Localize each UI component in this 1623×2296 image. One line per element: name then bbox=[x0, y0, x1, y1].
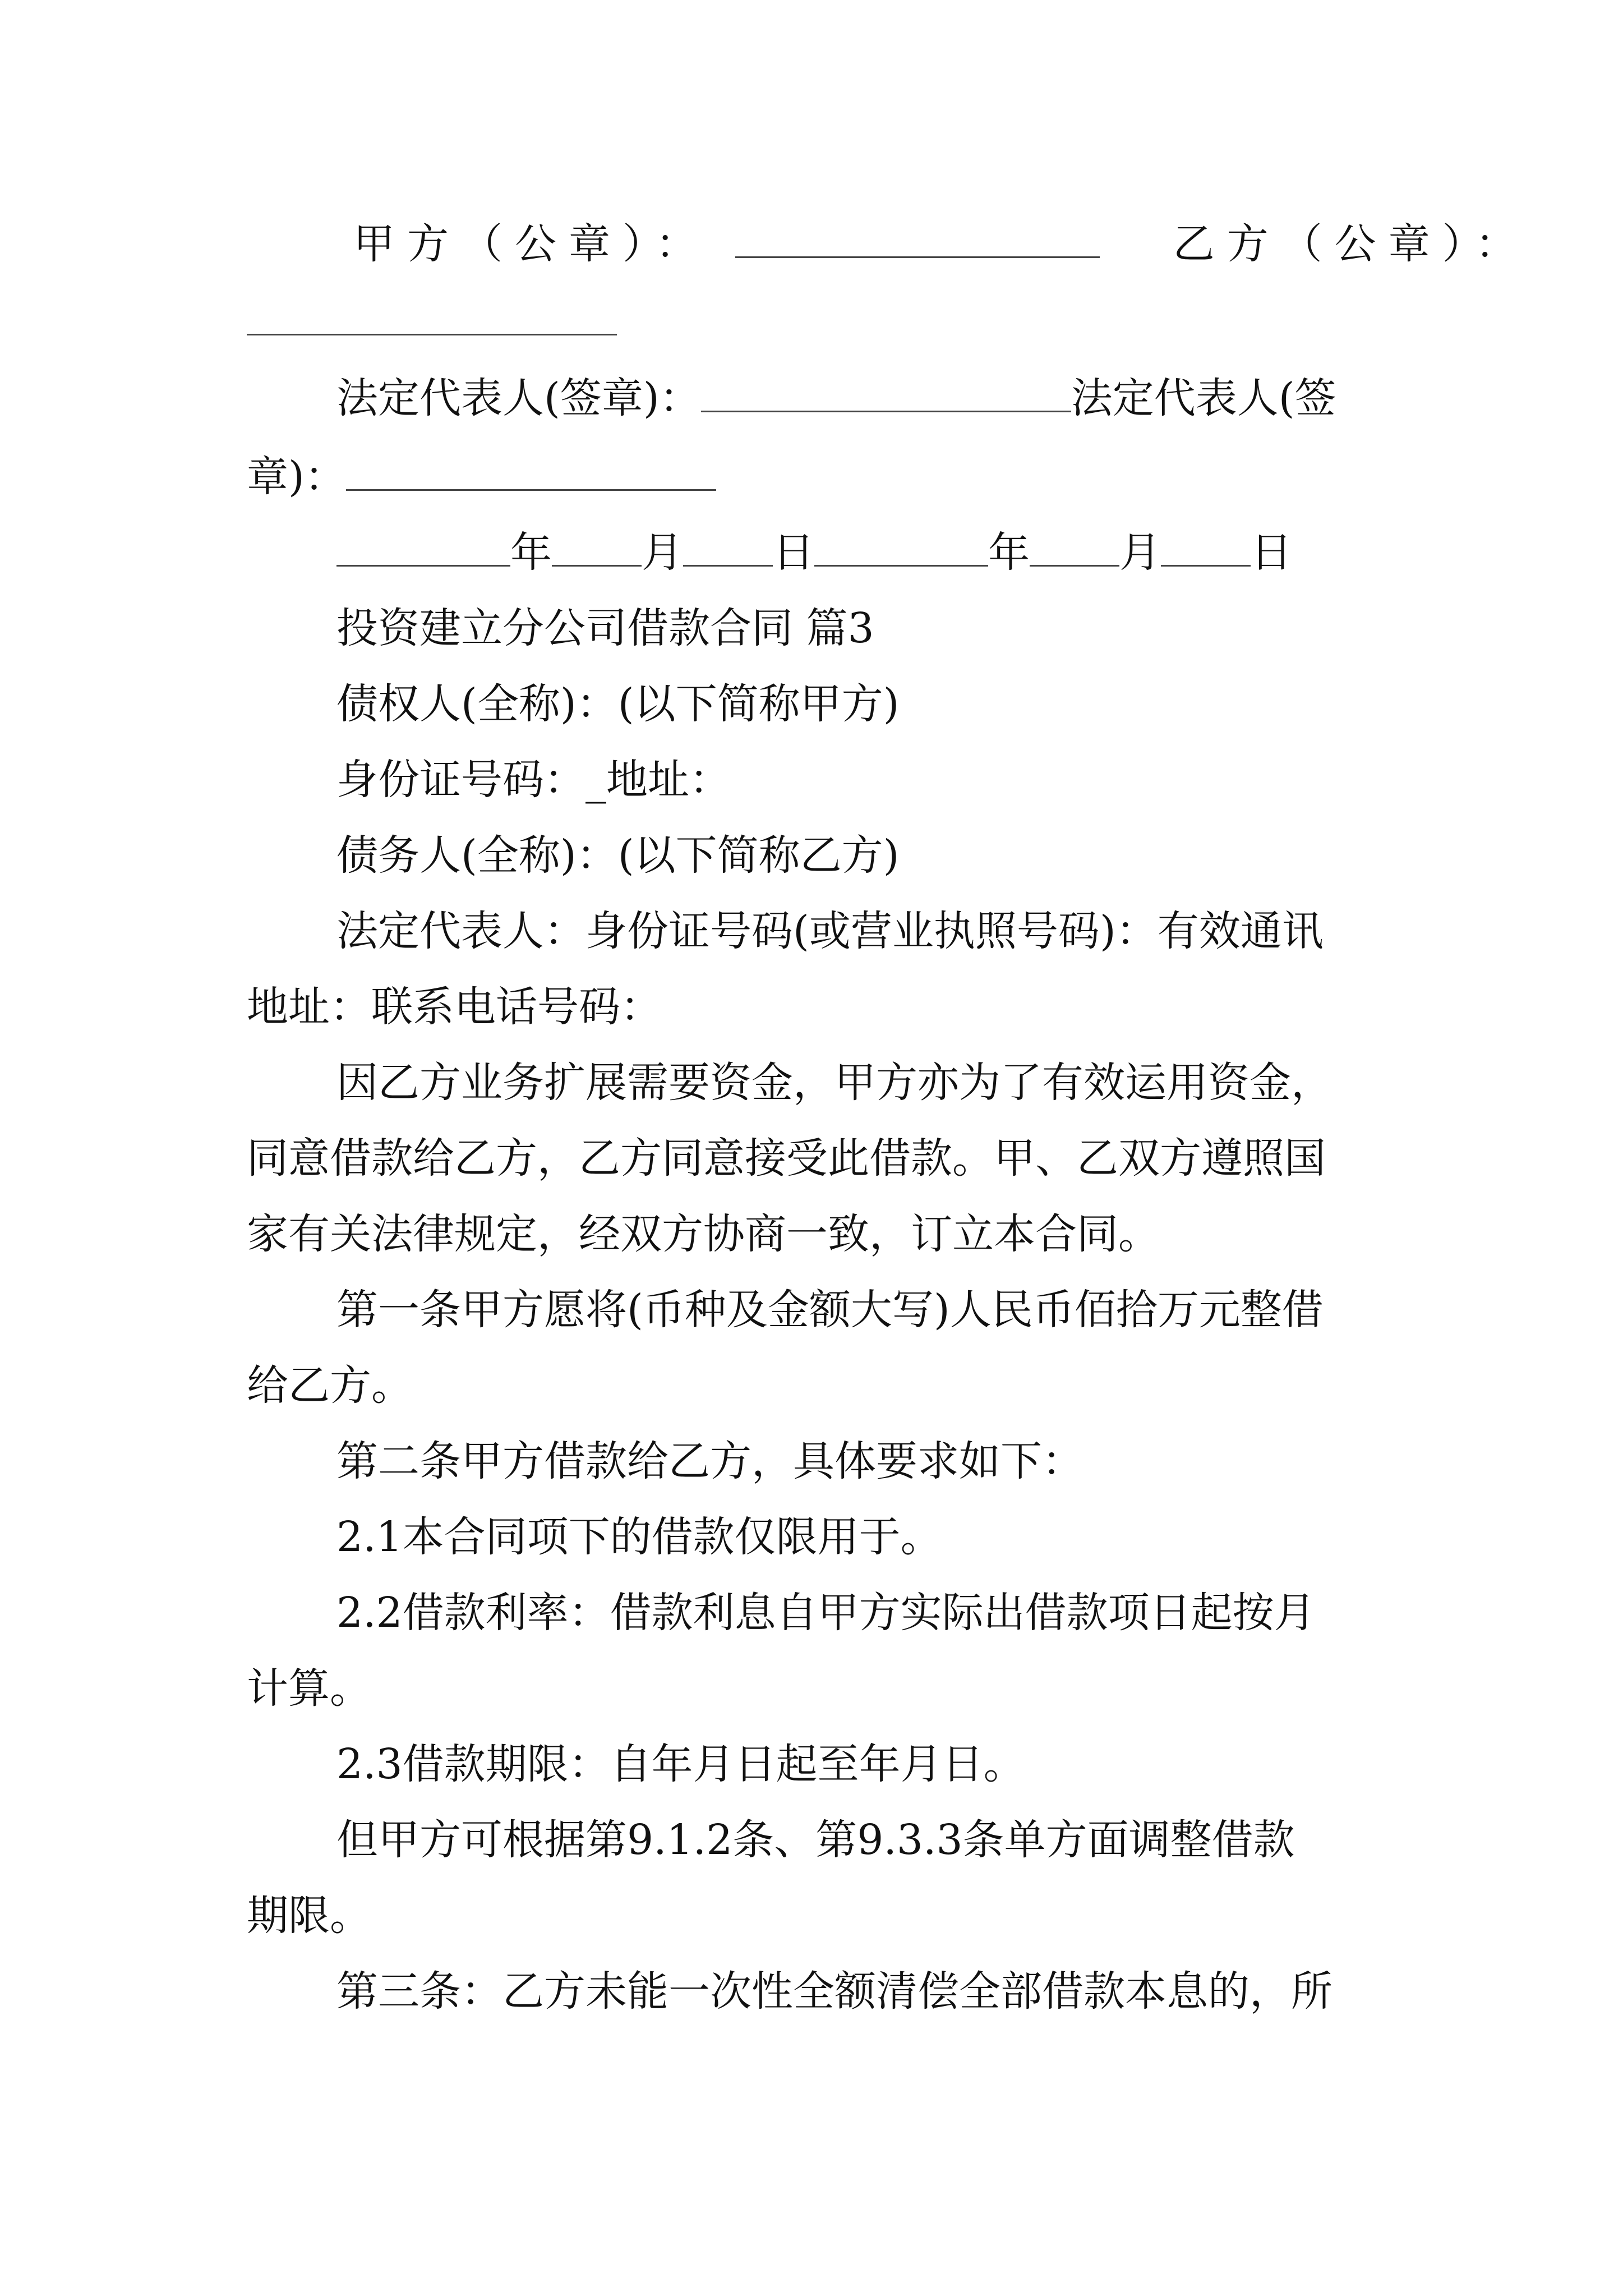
para1-line-3: 家有关法律规定，经双方协商一致，订立本合同。 bbox=[247, 1210, 1160, 1258]
para1-line-1: 因乙方业务扩展需要资金，甲方亦为了有效运用资金， bbox=[336, 1059, 1332, 1107]
legal-rep-b-label-end: 章)： bbox=[247, 453, 346, 501]
article1-line-2: 给乙方。 bbox=[247, 1361, 413, 1410]
legal-rep-sign-line bbox=[336, 370, 1402, 426]
party-b-seal-blank bbox=[247, 334, 617, 335]
day-label-a: 日 bbox=[773, 528, 814, 577]
contract-title: 投资建立分公司借款合同 篇3 bbox=[336, 604, 874, 652]
legal-rep-a-blank bbox=[701, 371, 1071, 412]
month-label-a: 月 bbox=[642, 528, 683, 577]
year-blank-b bbox=[814, 526, 988, 567]
party-b-seal-label: 乙方（公章）： bbox=[1173, 220, 1529, 268]
legal-rep-b-label: 法定代表人(签 bbox=[1071, 374, 1336, 422]
party-a-seal-label: 甲方（公章）： bbox=[353, 220, 709, 268]
article2-heading: 第二条甲方借款给乙方，具体要求如下： bbox=[336, 1437, 1083, 1485]
article2-2-line-2: 计算。 bbox=[247, 1664, 371, 1713]
seal-row bbox=[353, 216, 1529, 272]
month-blank-a bbox=[552, 526, 642, 567]
day-blank-b bbox=[1161, 526, 1251, 567]
date-line bbox=[336, 524, 1402, 581]
month-blank-b bbox=[1030, 526, 1119, 567]
party-a-seal-blank bbox=[735, 217, 1100, 258]
article2-3b-line-2: 期限。 bbox=[247, 1892, 371, 1940]
article2-1: 2.1本合同项下的借款仅限用于。 bbox=[336, 1513, 942, 1561]
debtor-line: 债务人(全称)：(以下简称乙方) bbox=[336, 831, 900, 880]
year-label-b: 年 bbox=[988, 528, 1030, 577]
article2-3: 2.3借款期限：自年月日起至年月日。 bbox=[336, 1740, 1025, 1788]
day-blank-a bbox=[683, 526, 773, 567]
year-blank-a bbox=[336, 526, 510, 567]
legal-rep-line-2: 地址：联系电话号码： bbox=[247, 983, 662, 1031]
legal-rep-b-blank bbox=[346, 450, 716, 491]
legal-rep-a-label: 法定代表人(签章)： bbox=[336, 374, 701, 422]
creditor-line: 债权人(全称)：(以下简称甲方) bbox=[336, 680, 900, 728]
legal-rep-sign-line-2 bbox=[247, 449, 1402, 505]
legal-rep-line-1: 法定代表人：身份证号码(或营业执照号码)：有效通讯 bbox=[336, 907, 1324, 955]
year-label-a: 年 bbox=[510, 528, 552, 577]
id-address-line: 身份证号码：_地址： bbox=[336, 756, 731, 804]
article2-3b-line-1: 但甲方可根据第9.1.2条、第9.3.3条单方面调整借款 bbox=[336, 1816, 1295, 1864]
para1-line-2: 同意借款给乙方，乙方同意接受此借款。甲、乙双方遵照国 bbox=[247, 1134, 1326, 1182]
article2-2-line-1: 2.2借款利率：借款利息自甲方实际出借款项日起按月 bbox=[336, 1589, 1316, 1637]
day-label-b: 日 bbox=[1251, 528, 1292, 577]
article3-line-1: 第三条：乙方未能一次性全额清偿全部借款本息的，所 bbox=[336, 1967, 1332, 2016]
month-label-b: 月 bbox=[1119, 528, 1161, 577]
article1-line-1: 第一条甲方愿将(币种及金额大写)人民币佰拾万元整借 bbox=[336, 1286, 1324, 1334]
